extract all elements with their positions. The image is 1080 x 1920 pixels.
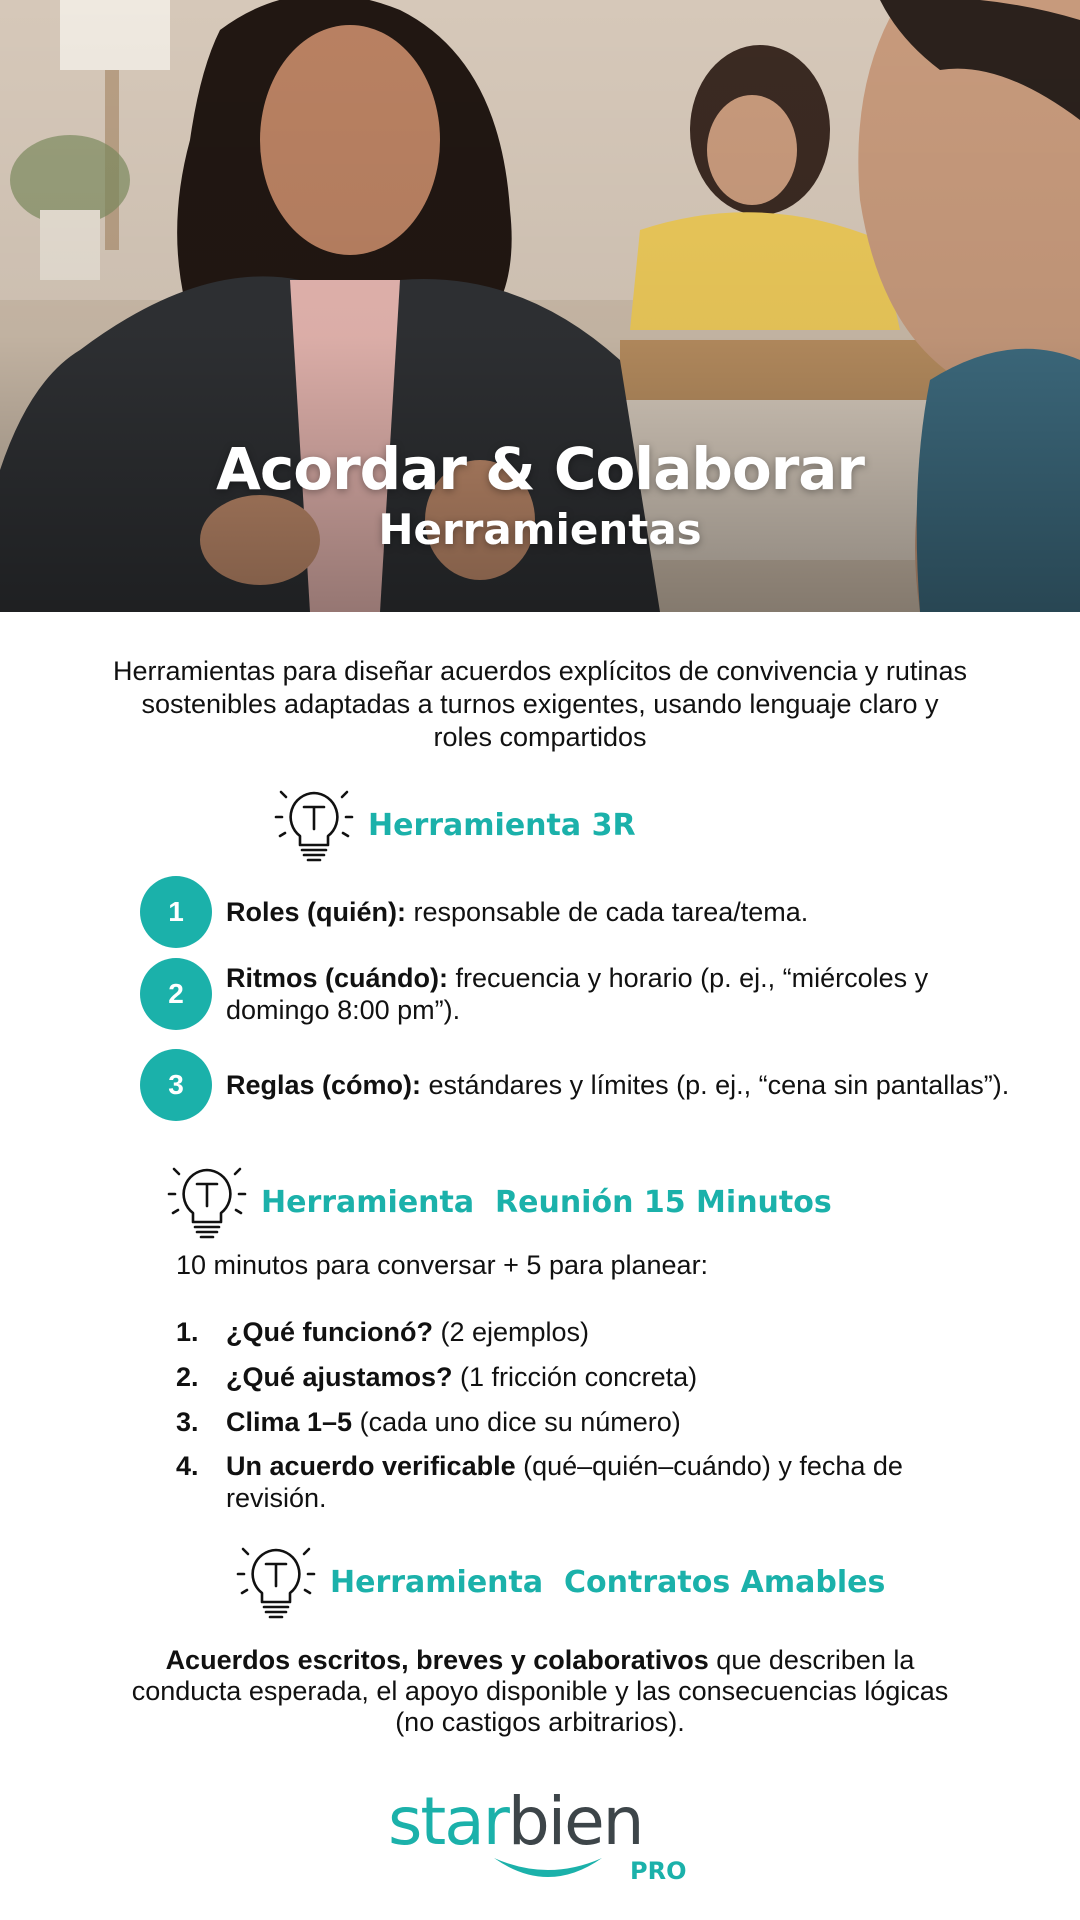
tool-meeting-title: Herramienta Reunión 15 Minutos <box>261 1184 832 1220</box>
hero-subtitle: Herramientas <box>378 505 702 554</box>
tool-3r-header <box>272 783 636 867</box>
r-item-label: Ritmos (cuándo): <box>226 963 448 993</box>
step-text <box>226 1361 697 1393</box>
r-item-reglas <box>140 1049 1010 1121</box>
r-item-roles <box>140 876 1010 948</box>
step-description: (1 fricción concreta) <box>452 1362 698 1392</box>
step-description: (2 ejemplos) <box>432 1317 590 1347</box>
meeting-step <box>176 1406 1006 1438</box>
lightbulb-icon <box>272 783 356 867</box>
step-number: 1. <box>176 1317 199 1347</box>
meeting-step <box>176 1361 1006 1393</box>
r-item-description: frecuencia y horario (p. ej., “miércoles y domingo 8:00 pm”). <box>226 963 929 1025</box>
step-number: 2. <box>176 1362 199 1392</box>
step-text <box>226 1406 681 1438</box>
step-text <box>226 1316 589 1348</box>
step-label: ¿Qué ajustamos? <box>226 1362 453 1392</box>
r-item-description: responsable de cada tarea/tema. <box>406 897 809 927</box>
r-item-label: Reglas (cómo): <box>226 1070 422 1100</box>
logo-wordmark <box>388 1782 643 1862</box>
r-item-ritmos <box>140 958 1010 1030</box>
step-text <box>226 1450 1006 1514</box>
tool-meeting-header <box>165 1160 832 1244</box>
meeting-step <box>176 1450 1006 1514</box>
starbien-logo <box>388 1782 698 1892</box>
meeting-intro: 10 minutos para conversar + 5 para planear: <box>176 1250 709 1280</box>
step-label: Un acuerdo verificable <box>226 1451 516 1481</box>
contracts-description: que describen la conducta esperada, el apoyo disponible y las consecuencias lógicas (no castigos arbitrarios). <box>131 1645 949 1737</box>
logo-bien: bien <box>507 1783 643 1860</box>
r-item-text <box>226 962 1010 1026</box>
intro-text: Herramientas para diseñar acuerdos explícitos de convivencia y rutinas sostenibles adaptadas a turnos exigentes, usando lenguaje claro y roles compartidos <box>113 656 967 752</box>
tool-contracts-header <box>234 1540 885 1624</box>
step-description: (cada uno dice su número) <box>352 1407 681 1437</box>
step-label: Clima 1–5 <box>226 1407 353 1437</box>
lightbulb-icon <box>165 1160 249 1244</box>
hero-banner <box>0 0 1080 612</box>
logo-star: star <box>388 1783 508 1860</box>
tool-3r-title: Herramienta 3R <box>368 807 636 843</box>
r-item-text <box>226 896 808 928</box>
step-badge: 3 <box>140 1049 212 1121</box>
contracts-bold: Acuerdos escritos, breves y colaborativos <box>165 1645 709 1675</box>
logo-pro-badge: PRO <box>630 1857 687 1885</box>
step-badge: 1 <box>140 876 212 948</box>
contracts-text <box>110 1645 970 1738</box>
r-item-description: estándares y límites (p. ej., “cena sin pantallas”). <box>421 1070 1010 1100</box>
lightbulb-icon <box>234 1540 318 1624</box>
r-item-text <box>226 1069 1009 1101</box>
step-number: 3. <box>176 1407 199 1437</box>
tool-contracts-title: Herramienta Contratos Amables <box>330 1564 886 1600</box>
step-description: (qué–quién–cuándo) y fecha de revisión. <box>226 1451 903 1513</box>
smile-icon <box>488 1852 608 1888</box>
hero-title: Acordar & Colaborar <box>215 435 865 503</box>
step-label: ¿Qué funcionó? <box>226 1317 433 1347</box>
r-item-label: Roles (quién): <box>226 897 406 927</box>
step-number: 4. <box>176 1451 199 1481</box>
meeting-step <box>176 1316 1006 1348</box>
step-badge: 2 <box>140 958 212 1030</box>
